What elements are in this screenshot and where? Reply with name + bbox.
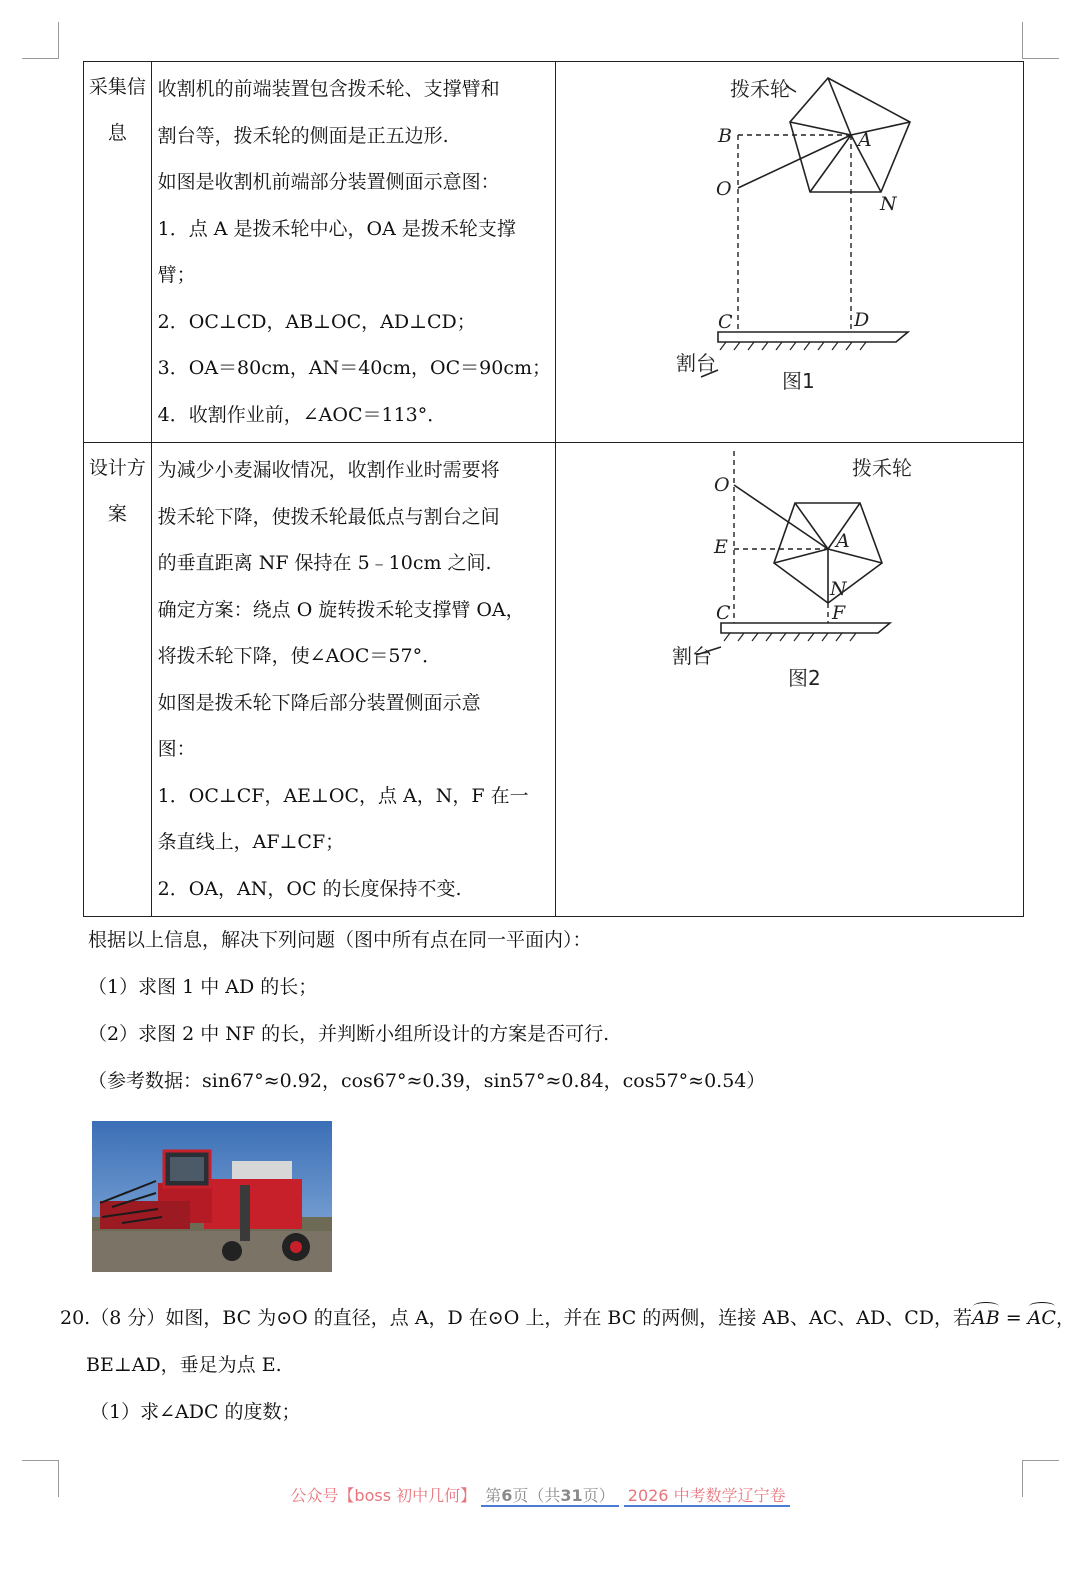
content-line: 如图是拨禾轮下降后部分装置侧面示意 — [157, 691, 481, 714]
content-line: 1．OC⊥CF，AE⊥OC，点 A，N，F 在一 — [157, 784, 529, 807]
fig1-label-N: N — [880, 193, 897, 215]
questions-intro: 根据以上信息，解决下列问题（图中所有点在同一平面内）： — [88, 929, 592, 951]
page-footer — [0, 1483, 1080, 1506]
fig2-label-N: N — [830, 578, 847, 600]
fig1-wheel-label: 拨禾轮 — [730, 77, 791, 101]
row-label-design — [84, 443, 152, 917]
support-arm-OA — [738, 135, 851, 188]
content-line: 条直线上，AF⊥CF； — [157, 831, 345, 853]
fig2-caption: 图2 — [788, 666, 821, 690]
content-line: 3．OA＝80cm，AN＝40cm，OC＝90cm； — [157, 357, 552, 379]
label-line: 息 — [107, 122, 127, 144]
problem-20-line-1 — [60, 1303, 1075, 1330]
problem-20-question-1: （1）求∠ADC 的度数； — [90, 1401, 301, 1423]
figure2-cell — [556, 443, 1024, 917]
label-line: 案 — [107, 503, 127, 525]
footer-exam: 2026 中考数学辽宁卷 — [624, 1486, 790, 1507]
footer-page-total: 31 — [560, 1486, 583, 1505]
fig2-label-A: A — [836, 530, 850, 552]
content-line: 为减少小麦漏收情况，收割作业时需要将 — [157, 459, 500, 481]
fig2-label-C: C — [716, 602, 731, 624]
harvester-photo — [92, 1121, 332, 1272]
fig2-wheel-label: 拨禾轮 — [852, 456, 913, 480]
footer-page-prefix: 第 — [485, 1486, 502, 1505]
content-line: 割台等，拨禾轮的侧面是正五边形. — [157, 124, 449, 147]
content-line: 将拨禾轮下降，使∠AOC＝57°． — [157, 645, 442, 667]
reel-spoke — [828, 78, 851, 135]
arc-AB — [972, 1307, 1000, 1329]
content-line: 收割机的前端装置包含拨禾轮、支撑臂和 — [157, 78, 500, 100]
row-content-design — [151, 443, 555, 917]
support-arm-OA — [734, 485, 828, 549]
content-line: 1．点 A 是拨禾轮中心，OA 是拨禾轮支撑 — [157, 217, 516, 240]
arc-AB-label: AB — [971, 1307, 1000, 1329]
content-line: 4．收割作业前，∠AOC＝113°． — [157, 403, 447, 426]
arc-AC-label: AC — [1027, 1307, 1056, 1329]
footer-account: 公众号【boss 初中几何】 — [290, 1486, 477, 1505]
content-line: 臂； — [157, 264, 196, 286]
platform-hatching — [720, 342, 866, 350]
crop-mark-top-left — [22, 22, 59, 59]
footer-page-mid: 页（共 — [512, 1486, 561, 1505]
content-line: 确定方案：绕点 O 旋转拨禾轮支撑臂 OA， — [157, 598, 525, 621]
table-row-collect-info — [84, 62, 1024, 443]
content-line: 的垂直距离 NF 保持在 5﹣10cm 之间. — [157, 552, 492, 574]
arc-equals: = — [999, 1307, 1028, 1329]
label-line: 采集信 — [88, 76, 146, 98]
platform-hatching — [724, 633, 856, 641]
fig1-label-D: D — [854, 309, 870, 331]
label-line: 设计方 — [88, 457, 146, 479]
content-line: 2．OC⊥CD，AB⊥OC，AD⊥CD； — [157, 310, 476, 333]
reference-data: （参考数据：sin67°≈0.92，cos67°≈0.39，sin57°≈0.84，cos57°≈0.54） — [88, 1070, 766, 1092]
question-2: （2）求图 2 中 NF 的长，并判断小组所设计的方案是否可行. — [88, 1023, 610, 1045]
fig1-caption: 图1 — [782, 369, 815, 393]
problem-20-text: 20.（8 分）如图，BC 为⊙O 的直径，点 A，D 在⊙O 上，并在 BC 的两侧，连接 AB、AC、AD、CD，若 — [60, 1307, 972, 1329]
crop-mark-top-right — [1022, 22, 1059, 59]
row-content-collect — [151, 62, 555, 443]
reel-spoke — [810, 135, 851, 192]
row-label-collect — [84, 62, 152, 443]
figure2-diagram — [556, 443, 1036, 703]
content-line: 如图是收割机前端部分装置侧面示意图： — [157, 171, 500, 193]
fig1-label-B: B — [718, 125, 732, 147]
table-row-design-plan — [84, 443, 1024, 917]
info-table — [83, 61, 1024, 917]
cutting-platform — [718, 332, 908, 342]
cutting-platform — [721, 623, 890, 633]
fig1-label-O: O — [716, 178, 732, 200]
fig2-label-O: O — [714, 474, 730, 496]
arc-AC — [1028, 1307, 1056, 1329]
fig1-platform-label: 割台 — [676, 351, 717, 375]
reel-spoke — [774, 549, 828, 563]
figure1-cell — [556, 62, 1024, 443]
figure1-diagram — [556, 62, 1036, 438]
question-1: （1）求图 1 中 AD 的长； — [88, 976, 318, 998]
fig1-label-C: C — [718, 311, 733, 333]
content-line: 图： — [157, 738, 196, 760]
footer-page-suffix: 页） — [582, 1486, 615, 1505]
fig2-label-E: E — [714, 536, 728, 558]
problem-20-line-2: BE⊥AD，垂足为点 E. — [86, 1354, 282, 1376]
fig1-label-A: A — [858, 129, 872, 151]
fig2-platform-label: 割台 — [672, 644, 713, 668]
line-end-punct: ， — [1055, 1307, 1075, 1329]
footer-page-info — [481, 1486, 618, 1507]
content-line: 拨禾轮下降，使拨禾轮最低点与割台之间 — [157, 505, 500, 528]
footer-page-number: 6 — [501, 1486, 513, 1505]
fig2-label-F: F — [832, 602, 846, 624]
reel-spoke — [795, 503, 828, 549]
content-line: 2．OA，AN，OC 的长度保持不变. — [157, 877, 462, 900]
reel-spoke — [790, 122, 851, 135]
